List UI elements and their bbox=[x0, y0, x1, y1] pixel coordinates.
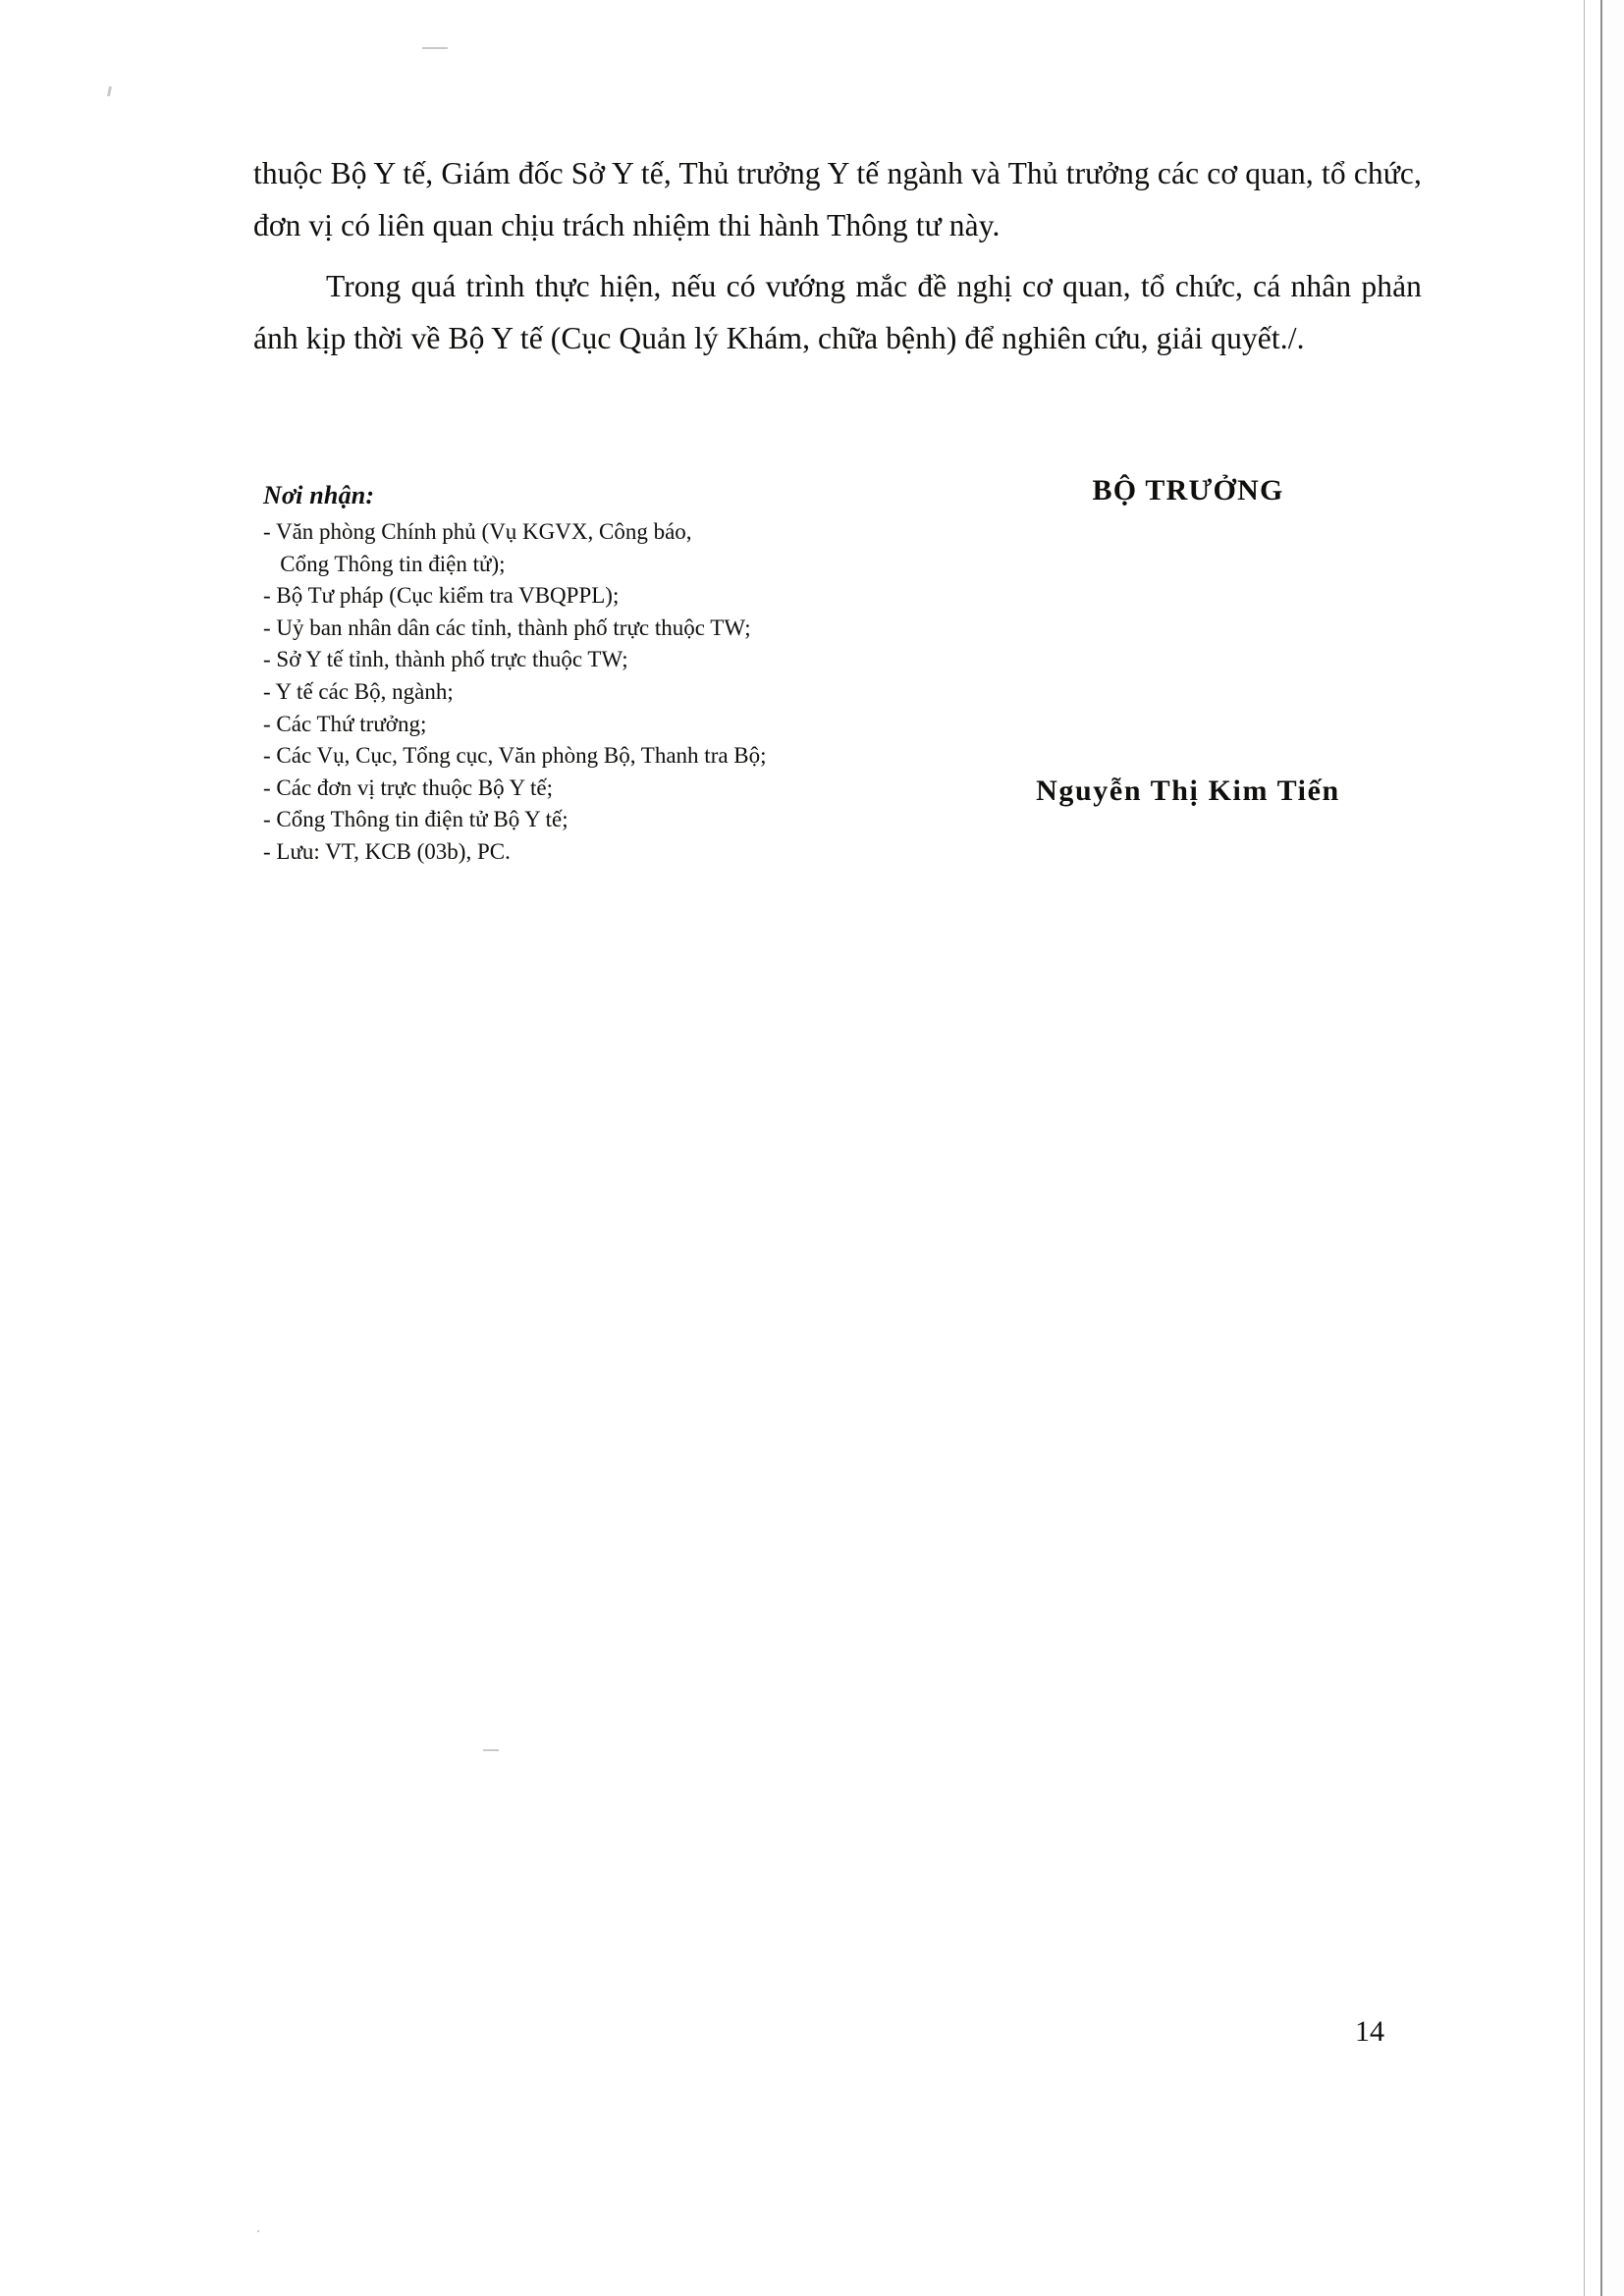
scan-speck bbox=[422, 47, 448, 49]
scan-fold-line bbox=[1584, 0, 1585, 2296]
recipients-title: Nơi nhận: bbox=[263, 481, 375, 509]
list-item: Cổng Thông tin điện tử); bbox=[263, 551, 506, 576]
scan-edge-artifact bbox=[1600, 0, 1624, 2296]
paragraph-implementation-note: Trong quá trình thực hiện, nếu có vướng mắc đề nghị cơ quan, tổ chức, cá nhân phản ánh kịp thời về Bộ Y tế (Cục Quản lý Khám, chữa bệnh) để nghiên cứu, giải quyết./. bbox=[253, 269, 1422, 355]
list-item: - Cổng Thông tin điện tử Bộ Y tế; bbox=[263, 807, 568, 832]
list-item: - Lưu: VT, KCB (03b), PC. bbox=[263, 838, 511, 864]
recipients-list bbox=[263, 516, 931, 869]
paragraph-continuation: thuộc Bộ Y tế, Giám đốc Sở Y tế, Thủ trưởng Y tế ngành và Thủ trưởng các cơ quan, tổ chức, đơn vị có liên quan chịu trách nhiệm thi hành Thông tư này. bbox=[253, 156, 1422, 242]
list-item: - Văn phòng Chính phủ (Vụ KGVX, Công báo, bbox=[263, 519, 692, 544]
signer-name: Nguyễn Thị Kim Tiến bbox=[1036, 774, 1340, 807]
scan-speck bbox=[257, 2230, 259, 2232]
list-item: - Các đơn vị trực thuộc Bộ Y tế; bbox=[263, 774, 554, 800]
list-item: - Các Thứ trưởng; bbox=[263, 711, 427, 736]
list-item: - Các Vụ, Cục, Tổng cục, Văn phòng Bộ, Thanh tra Bộ; bbox=[263, 743, 767, 769]
list-item: - Bộ Tư pháp (Cục kiểm tra VBQPPL); bbox=[263, 583, 620, 609]
list-item: - Sở Y tế tỉnh, thành phố trực thuộc TW; bbox=[263, 647, 628, 672]
scan-speck bbox=[483, 1749, 499, 1751]
recipients-block bbox=[263, 481, 931, 869]
page-number: 14 bbox=[1355, 2015, 1384, 2048]
signature-block bbox=[962, 474, 1414, 808]
scan-speck bbox=[107, 86, 112, 96]
list-item: - Y tế các Bộ, ngành; bbox=[263, 678, 454, 704]
signer-role: BỘ TRƯỞNG bbox=[1092, 474, 1284, 507]
list-item: - Uỷ ban nhân dân các tỉnh, thành phố trực thuộc TW; bbox=[263, 614, 751, 640]
body-text bbox=[253, 147, 1422, 364]
